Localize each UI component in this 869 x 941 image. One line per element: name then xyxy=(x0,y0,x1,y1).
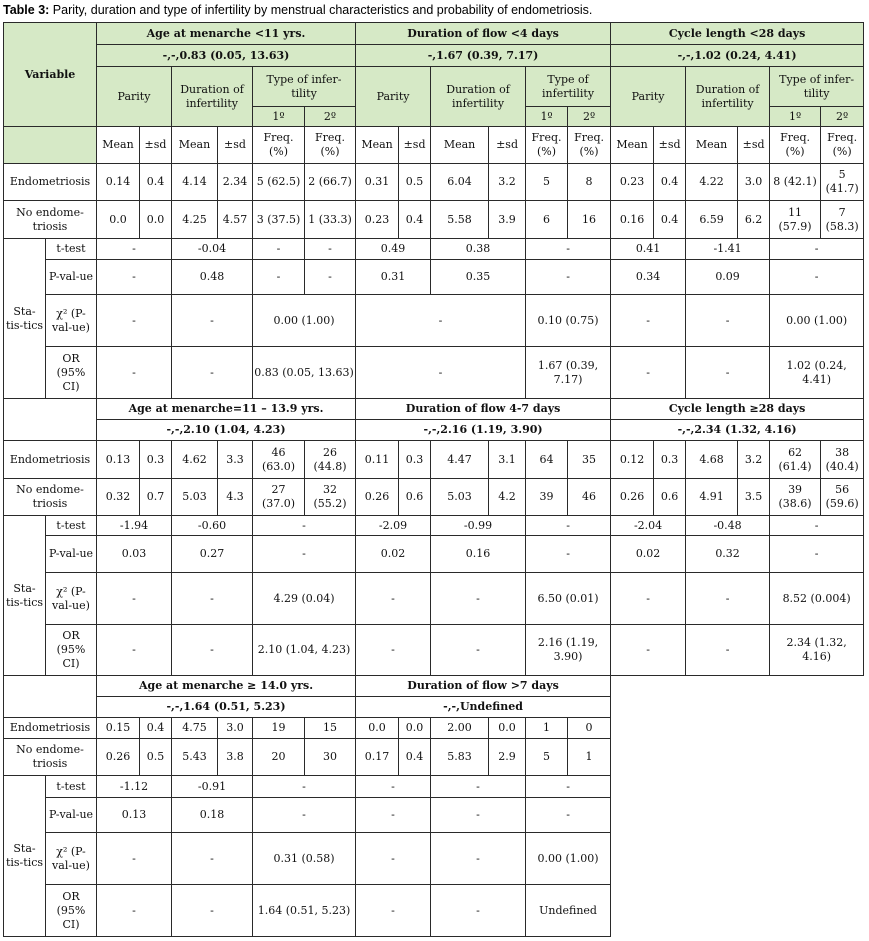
cell: - xyxy=(431,573,526,625)
group-title: Age at menarche=11 – 13.9 yrs. xyxy=(97,399,356,420)
cell: -1.94 xyxy=(97,516,172,536)
cell: 3.2 xyxy=(738,441,770,479)
results-table xyxy=(3,22,864,937)
cell: 19 xyxy=(253,718,305,739)
col-header: Mean xyxy=(611,127,654,164)
type-header: Type of infertility xyxy=(526,67,611,107)
group-or: -,-,2.10 (1.04, 4.23) xyxy=(97,420,356,441)
cell: 4.25 xyxy=(172,201,218,239)
cell: -1.41 xyxy=(686,239,770,260)
cell: 0.4 xyxy=(654,164,686,201)
secondary-header: 2º xyxy=(305,107,356,127)
cell: 7 (58.3) xyxy=(821,201,864,239)
cell: 3.2 xyxy=(489,164,526,201)
type-header: Type of infer-tility xyxy=(253,67,356,107)
cell: - xyxy=(172,295,253,347)
cell: 8 (42.1) xyxy=(770,164,821,201)
cell: 46 (63.0) xyxy=(253,441,305,479)
cell: 0.3 xyxy=(654,441,686,479)
cell: - xyxy=(611,347,686,399)
cell: 26 (44.8) xyxy=(305,441,356,479)
group-title: Duration of flow >7 days xyxy=(356,676,611,697)
cell: - xyxy=(686,573,770,625)
stat-label: OR (95% CI) xyxy=(46,625,97,676)
table-row xyxy=(4,164,864,201)
cell: 0 xyxy=(568,718,611,739)
cell: - xyxy=(356,625,431,676)
statistics-label: Sta-tis-tics xyxy=(4,239,46,399)
row-label: Endometriosis xyxy=(4,718,97,739)
col-header: Mean xyxy=(172,127,218,164)
cell: - xyxy=(431,885,526,937)
cell: -2.04 xyxy=(611,516,686,536)
col-header: ±sd xyxy=(218,127,253,164)
cell: 0.17 xyxy=(356,739,399,776)
cell: -0.60 xyxy=(172,516,253,536)
cell: 3 (37.5) xyxy=(253,201,305,239)
cell: 3.0 xyxy=(738,164,770,201)
cell: 0.26 xyxy=(97,739,140,776)
cell: - xyxy=(253,516,356,536)
cell: 6 xyxy=(526,201,568,239)
cell: 11 (57.9) xyxy=(770,201,821,239)
cell: 0.41 xyxy=(611,239,686,260)
cell: 0.23 xyxy=(611,164,654,201)
cell: - xyxy=(686,295,770,347)
cell: 35 xyxy=(568,441,611,479)
stat-label: χ² (P-val-ue) xyxy=(46,295,97,347)
cell: 20 xyxy=(253,739,305,776)
cell: - xyxy=(356,295,526,347)
cell: - xyxy=(305,260,356,295)
cell: 4.91 xyxy=(686,479,738,516)
cell: - xyxy=(253,536,356,573)
cell: 5.43 xyxy=(172,739,218,776)
cell: - xyxy=(356,347,526,399)
cell: 0.0 xyxy=(399,718,431,739)
cell: - xyxy=(431,776,526,798)
cell: 4.68 xyxy=(686,441,738,479)
statistics-label: Sta-tis-tics xyxy=(4,516,46,676)
group-or: -,-,0.83 (0.05, 13.63) xyxy=(97,45,356,67)
cell: 0.16 xyxy=(431,536,526,573)
cell: 2 (66.7) xyxy=(305,164,356,201)
cell: - xyxy=(770,239,864,260)
cell: 4.57 xyxy=(218,201,253,239)
cell: 6.2 xyxy=(738,201,770,239)
col-header: ±sd xyxy=(489,127,526,164)
col-header: Mean xyxy=(431,127,489,164)
cell: 0.0 xyxy=(140,201,172,239)
cell: - xyxy=(253,239,305,260)
cell: - xyxy=(431,625,526,676)
cell: 0.7 xyxy=(140,479,172,516)
table-row xyxy=(4,201,864,239)
cell: 1 xyxy=(568,739,611,776)
table-row xyxy=(4,573,864,625)
cell: 1 xyxy=(526,718,568,739)
cell: 0.11 xyxy=(356,441,399,479)
cell: 46 xyxy=(568,479,611,516)
table-row xyxy=(4,536,864,573)
cell: 0.0 xyxy=(97,201,140,239)
cell: 39 xyxy=(526,479,568,516)
cell: - xyxy=(431,833,526,885)
cell: - xyxy=(97,347,172,399)
cell: 8.52 (0.004) xyxy=(770,573,864,625)
cell: 1.64 (0.51, 5.23) xyxy=(253,885,356,937)
cell: 0.4 xyxy=(399,739,431,776)
stat-label: OR (95% CI) xyxy=(46,885,97,937)
cell: -1.12 xyxy=(97,776,172,798)
variable-header: Variable xyxy=(4,23,97,127)
table-row xyxy=(4,516,864,536)
cell: 0.09 xyxy=(686,260,770,295)
col-header: ±sd xyxy=(399,127,431,164)
cell: 5 xyxy=(526,164,568,201)
cell: -0.04 xyxy=(172,239,253,260)
duration-header: Duration of infertility xyxy=(431,67,526,127)
cell: 64 xyxy=(526,441,568,479)
cell: 0.4 xyxy=(140,718,172,739)
row-label: Endometriosis xyxy=(4,164,97,201)
blank-cell xyxy=(4,399,97,441)
cell: 2.10 (1.04, 4.23) xyxy=(253,625,356,676)
cell: 0.5 xyxy=(399,164,431,201)
cell: - xyxy=(97,295,172,347)
cell: 2.00 xyxy=(431,718,489,739)
group-or: -,-,2.34 (1.32, 4.16) xyxy=(611,420,864,441)
blank-cell xyxy=(4,127,97,164)
cell: 0.14 xyxy=(97,164,140,201)
cell: 0.38 xyxy=(431,239,526,260)
cell: - xyxy=(686,625,770,676)
cell: - xyxy=(172,573,253,625)
cell: -0.48 xyxy=(686,516,770,536)
stat-label: χ² (P-val-ue) xyxy=(46,833,97,885)
cell: 0.4 xyxy=(140,164,172,201)
cell: 0.31 xyxy=(356,164,399,201)
cell: 38 (40.4) xyxy=(821,441,864,479)
cell: - xyxy=(97,833,172,885)
cell: Undefined xyxy=(526,885,611,937)
cell: 1.02 (0.24, 4.41) xyxy=(770,347,864,399)
group-or: -,-,1.02 (0.24, 4.41) xyxy=(611,45,864,67)
cell: 6.50 (0.01) xyxy=(526,573,611,625)
cell: 5.03 xyxy=(172,479,218,516)
cell: - xyxy=(97,573,172,625)
group-title: Duration of flow 4-7 days xyxy=(356,399,611,420)
cell: -2.09 xyxy=(356,516,431,536)
cell: - xyxy=(305,239,356,260)
cell: 0.5 xyxy=(140,739,172,776)
cell: 16 xyxy=(568,201,611,239)
cell: - xyxy=(611,295,686,347)
cell: 1 (33.3) xyxy=(305,201,356,239)
cell: - xyxy=(253,776,356,798)
row-label: No endome-triosis xyxy=(4,739,97,776)
table-caption xyxy=(3,3,592,17)
primary-header: 1º xyxy=(526,107,568,127)
cell: 2.34 (1.32, 4.16) xyxy=(770,625,864,676)
cell: 0.31 (0.58) xyxy=(253,833,356,885)
table-row xyxy=(4,479,864,516)
cell: 3.8 xyxy=(218,739,253,776)
cell: - xyxy=(356,885,431,937)
parity-header: Parity xyxy=(611,67,686,127)
cell: - xyxy=(770,516,864,536)
col-header: Mean xyxy=(97,127,140,164)
cell: - xyxy=(172,833,253,885)
cell: 2.16 (1.19, 3.90) xyxy=(526,625,611,676)
cell: 0.13 xyxy=(97,798,172,833)
cell: - xyxy=(526,516,611,536)
cell: 0.00 (1.00) xyxy=(526,833,611,885)
cell: 0.02 xyxy=(611,536,686,573)
cell: - xyxy=(97,260,172,295)
cell: - xyxy=(172,625,253,676)
cell: - xyxy=(356,776,431,798)
cell: 4.22 xyxy=(686,164,738,201)
cell: 5 xyxy=(526,739,568,776)
cell: - xyxy=(526,536,611,573)
cell: 2.34 xyxy=(218,164,253,201)
cell: 4.47 xyxy=(431,441,489,479)
cell: 0.10 (0.75) xyxy=(526,295,611,347)
col-header: ±sd xyxy=(738,127,770,164)
cell: 0.12 xyxy=(611,441,654,479)
cell: - xyxy=(356,833,431,885)
cell: -0.91 xyxy=(172,776,253,798)
row-label: No endome-triosis xyxy=(4,479,97,516)
blank-area xyxy=(611,676,864,937)
group-or: -,-,2.16 (1.19, 3.90) xyxy=(356,420,611,441)
primary-header: 1º xyxy=(770,107,821,127)
cell: - xyxy=(97,239,172,260)
cell: 6.59 xyxy=(686,201,738,239)
cell: 0.16 xyxy=(611,201,654,239)
secondary-header: 2º xyxy=(568,107,611,127)
cell: - xyxy=(526,798,611,833)
cell: - xyxy=(526,239,611,260)
parity-header: Parity xyxy=(97,67,172,127)
col-header: Mean xyxy=(356,127,399,164)
cell: 5.58 xyxy=(431,201,489,239)
cell: 2.9 xyxy=(489,739,526,776)
cell: 0.32 xyxy=(686,536,770,573)
cell: 5 (41.7) xyxy=(821,164,864,201)
primary-header: 1º xyxy=(253,107,305,127)
cell: 0.4 xyxy=(654,201,686,239)
stat-label: P-val-ue xyxy=(46,260,97,295)
cell: - xyxy=(431,798,526,833)
cell: - xyxy=(253,260,305,295)
group-title: Cycle length <28 days xyxy=(611,23,864,45)
cell: 0.35 xyxy=(431,260,526,295)
cell: 5.83 xyxy=(431,739,489,776)
col-header: Freq. (%) xyxy=(526,127,568,164)
cell: 0.83 (0.05, 13.63) xyxy=(253,347,356,399)
table-row xyxy=(4,441,864,479)
cell: - xyxy=(770,260,864,295)
group-or: -,-,Undefined xyxy=(356,697,611,718)
duration-header: Duration of infertility xyxy=(172,67,253,127)
secondary-header: 2º xyxy=(821,107,864,127)
cell: 8 xyxy=(568,164,611,201)
col-header: Mean xyxy=(686,127,738,164)
stat-label: t-test xyxy=(46,776,97,798)
stat-label: t-test xyxy=(46,239,97,260)
stat-label: χ² (P-val-ue) xyxy=(46,573,97,625)
cell: 32 (55.2) xyxy=(305,479,356,516)
cell: 5 (62.5) xyxy=(253,164,305,201)
cell: 0.3 xyxy=(399,441,431,479)
group-title: Age at menarche ≥ 14.0 yrs. xyxy=(97,676,356,697)
cell: 0.49 xyxy=(356,239,431,260)
statistics-label: Sta-tis-tics xyxy=(4,776,46,937)
cell: 0.00 (1.00) xyxy=(253,295,356,347)
cell: 4.14 xyxy=(172,164,218,201)
cell: - xyxy=(770,536,864,573)
cell: - xyxy=(611,625,686,676)
cell: 30 xyxy=(305,739,356,776)
group-title: Cycle length ≥28 days xyxy=(611,399,864,420)
cell: - xyxy=(526,776,611,798)
col-header: ±sd xyxy=(140,127,172,164)
type-header: Type of infer-tility xyxy=(770,67,864,107)
group-or: -,1.67 (0.39, 7.17) xyxy=(356,45,611,67)
cell: 0.31 xyxy=(356,260,431,295)
blank-cell xyxy=(4,676,97,718)
stat-label: P-val-ue xyxy=(46,798,97,833)
cell: 27 (37.0) xyxy=(253,479,305,516)
table-row xyxy=(4,347,864,399)
col-header: ±sd xyxy=(654,127,686,164)
cell: 3.5 xyxy=(738,479,770,516)
cell: 0.34 xyxy=(611,260,686,295)
cell: 0.6 xyxy=(654,479,686,516)
cell: 0.48 xyxy=(172,260,253,295)
stat-label: P-val-ue xyxy=(46,536,97,573)
cell: - xyxy=(97,885,172,937)
cell: -0.99 xyxy=(431,516,526,536)
cell: 3.9 xyxy=(489,201,526,239)
table-row xyxy=(4,260,864,295)
cell: 0.32 xyxy=(97,479,140,516)
col-header: Freq. (%) xyxy=(253,127,305,164)
stat-label: t-test xyxy=(46,516,97,536)
cell: 0.03 xyxy=(97,536,172,573)
cell: - xyxy=(97,625,172,676)
cell: 4.3 xyxy=(218,479,253,516)
cell: 0.15 xyxy=(97,718,140,739)
cell: - xyxy=(526,260,611,295)
cell: - xyxy=(611,573,686,625)
cell: 3.3 xyxy=(218,441,253,479)
col-header: Freq. (%) xyxy=(305,127,356,164)
cell: 0.13 xyxy=(97,441,140,479)
cell: 4.29 (0.04) xyxy=(253,573,356,625)
cell: 6.04 xyxy=(431,164,489,201)
row-label: Endometriosis xyxy=(4,441,97,479)
row-label: No endome-triosis xyxy=(4,201,97,239)
stat-label: OR (95% CI) xyxy=(46,347,97,399)
table-label: Table 3: xyxy=(3,3,50,17)
cell: 0.6 xyxy=(399,479,431,516)
cell: 5.03 xyxy=(431,479,489,516)
cell: - xyxy=(356,798,431,833)
cell: 0.0 xyxy=(489,718,526,739)
cell: 0.3 xyxy=(140,441,172,479)
cell: 0.0 xyxy=(356,718,399,739)
cell: 15 xyxy=(305,718,356,739)
group-title: Duration of flow <4 days xyxy=(356,23,611,45)
table-row xyxy=(4,239,864,260)
group-or: -,-,1.64 (0.51, 5.23) xyxy=(97,697,356,718)
cell: - xyxy=(172,885,253,937)
duration-header: Duration of infertility xyxy=(686,67,770,127)
cell: 0.27 xyxy=(172,536,253,573)
cell: 3.1 xyxy=(489,441,526,479)
cell: - xyxy=(356,573,431,625)
table-row xyxy=(4,295,864,347)
cell: 0.23 xyxy=(356,201,399,239)
cell: 0.4 xyxy=(399,201,431,239)
cell: 39 (38.6) xyxy=(770,479,821,516)
col-header: Freq. (%) xyxy=(770,127,821,164)
cell: 0.00 (1.00) xyxy=(770,295,864,347)
parity-header: Parity xyxy=(356,67,431,127)
cell: - xyxy=(253,798,356,833)
cell: 3.0 xyxy=(218,718,253,739)
cell: - xyxy=(686,347,770,399)
caption-text: Parity, duration and type of infertility by menstrual characteristics and probability of endometriosis. xyxy=(49,3,593,17)
cell: 4.2 xyxy=(489,479,526,516)
cell: 0.18 xyxy=(172,798,253,833)
col-header: Freq. (%) xyxy=(821,127,864,164)
cell: 0.26 xyxy=(611,479,654,516)
cell: 62 (61.4) xyxy=(770,441,821,479)
col-header: Freq. (%) xyxy=(568,127,611,164)
table-row xyxy=(4,625,864,676)
cell: 56 (59.6) xyxy=(821,479,864,516)
cell: 1.67 (0.39, 7.17) xyxy=(526,347,611,399)
cell: 0.02 xyxy=(356,536,431,573)
cell: 4.62 xyxy=(172,441,218,479)
cell: - xyxy=(172,347,253,399)
cell: 0.26 xyxy=(356,479,399,516)
cell: 4.75 xyxy=(172,718,218,739)
group-title: Age at menarche <11 yrs. xyxy=(97,23,356,45)
